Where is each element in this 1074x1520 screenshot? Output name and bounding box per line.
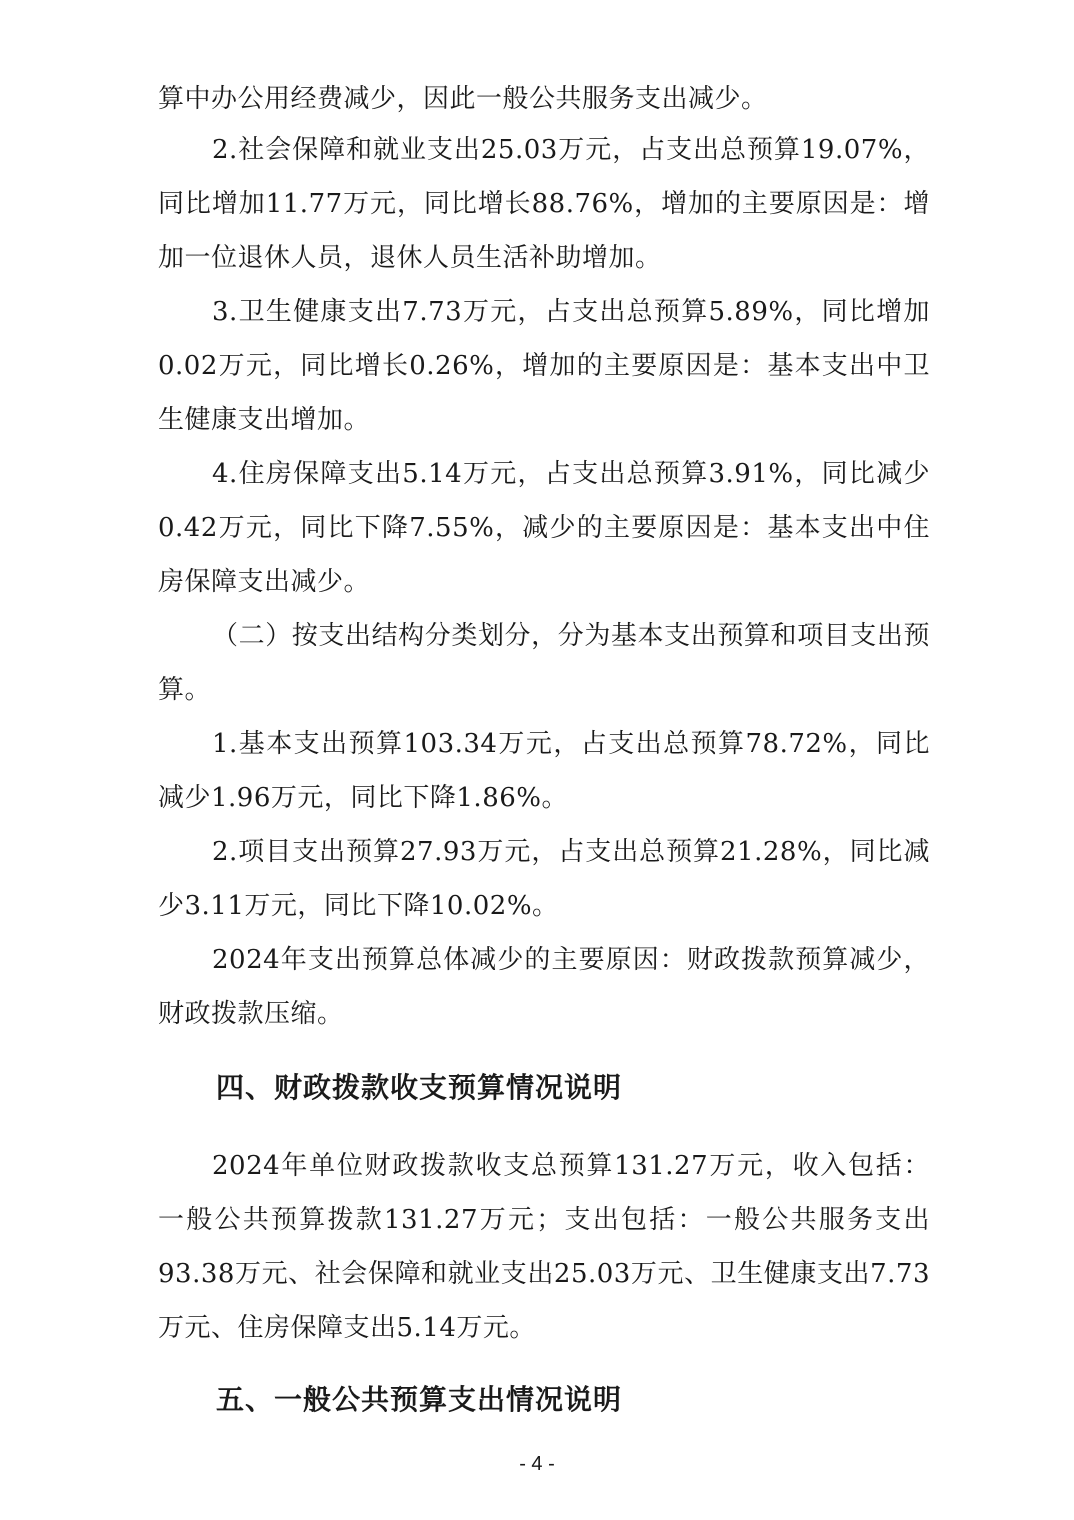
page-number: - 4 -	[519, 1453, 555, 1475]
paragraph-decrease-reason: 2024年支出预算总体减少的主要原因：财政拨款预算减少，财政拨款压缩。	[158, 945, 930, 1029]
paragraph-health: 3.卫生健康支出7.73万元，占支出总预算5.89%，同比增加0.02万元，同比增长0.26%，增加的主要原因是：基本支出中卫生健康支出增加。	[158, 297, 930, 435]
paragraph-fiscal-appropriation-summary: 2024年单位财政拨款收支总预算131.27万元，收入包括：一般公共预算拨款131.27万元；支出包括：一般公共服务支出93.38万元、社会保障和就业支出25.03万元、卫生健康支出7.73万元、住房保障支出5.14万元。	[158, 1151, 930, 1343]
paragraph-housing: 4.住房保障支出5.14万元，占支出总预算3.91%，同比减少0.42万元，同比下降7.55%，减少的主要原因是：基本支出中住房保障支出减少。	[158, 459, 930, 597]
paragraph-social-security: 2.社会保障和就业支出25.03万元，占支出总预算19.07%，同比增加11.77万元，同比增长88.76%，增加的主要原因是：增加一位退休人员，退休人员生活补助增加。	[158, 135, 930, 273]
paragraph-general-public-service-end: 算中办公用经费减少，因此一般公共服务支出减少。	[158, 84, 768, 114]
paragraph-expenditure-structure: （二）按支出结构分类划分，分为基本支出预算和项目支出预算。	[158, 621, 930, 705]
paragraph-basic-expenditure: 1.基本支出预算103.34万元，占支出总预算78.72%，同比减少1.96万元，同比下降1.86%。	[158, 729, 930, 813]
section-heading-fiscal-appropriation: 四、财政拨款收支预算情况说明	[216, 1071, 623, 1104]
section-heading-general-public-budget: 五、一般公共预算支出情况说明	[216, 1383, 623, 1416]
paragraph-project-expenditure: 2.项目支出预算27.93万元，占支出总预算21.28%，同比减少3.11万元，同比下降10.02%。	[158, 837, 930, 921]
